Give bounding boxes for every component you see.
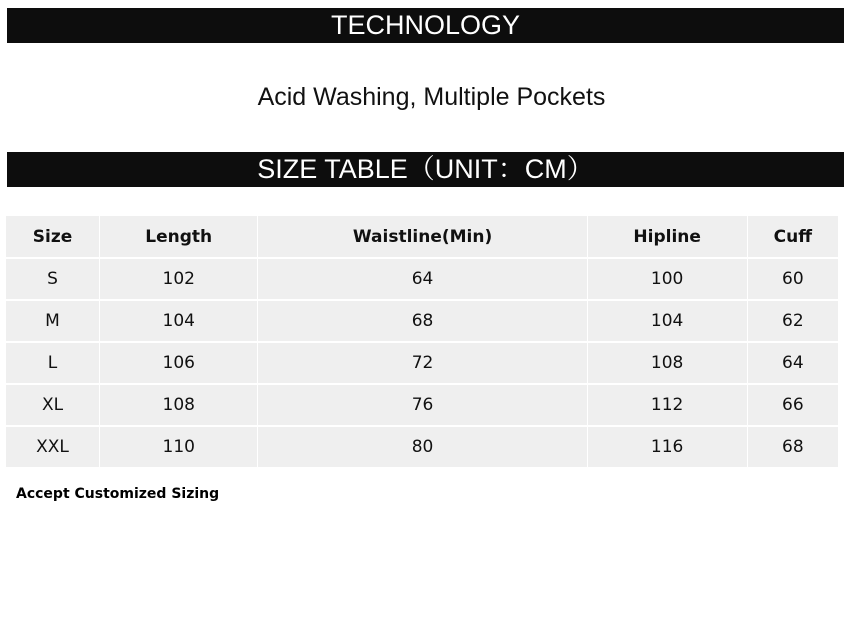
cell-length: 102 <box>100 259 257 299</box>
table-row <box>6 301 838 341</box>
header-length: Length <box>100 216 257 257</box>
cell-hipline: 100 <box>588 259 747 299</box>
cell-size: S <box>6 259 99 299</box>
technology-banner: TECHNOLOGY <box>7 8 844 43</box>
cell-size: M <box>6 301 99 341</box>
cell-waistline: 68 <box>258 301 586 341</box>
cell-waistline: 64 <box>258 259 586 299</box>
cell-length: 108 <box>100 385 257 425</box>
customized-sizing-note: Accept Customized Sizing <box>16 486 220 502</box>
cell-hipline: 116 <box>588 427 747 467</box>
cell-length: 104 <box>100 301 257 341</box>
cell-cuff: 62 <box>748 301 838 341</box>
table-row <box>6 343 838 383</box>
cell-cuff: 60 <box>748 259 838 299</box>
cell-waistline: 72 <box>258 343 586 383</box>
cell-cuff: 68 <box>748 427 838 467</box>
size-table-banner: SIZE TABLE（UNIT：CM） <box>7 152 844 187</box>
cell-length: 106 <box>100 343 257 383</box>
cell-size: XXL <box>6 427 99 467</box>
header-hipline: Hipline <box>588 216 747 257</box>
size-table <box>5 214 839 469</box>
header-cuff: Cuff <box>748 216 838 257</box>
cell-size: L <box>6 343 99 383</box>
table-row <box>6 259 838 299</box>
cell-waistline: 76 <box>258 385 586 425</box>
header-waistline: Waistline(Min) <box>258 216 586 257</box>
cell-cuff: 64 <box>748 343 838 383</box>
cell-hipline: 104 <box>588 301 747 341</box>
technology-description: Acid Washing, Multiple Pockets <box>257 83 606 111</box>
table-row <box>6 427 838 467</box>
cell-size: XL <box>6 385 99 425</box>
cell-waistline: 80 <box>258 427 586 467</box>
table-header-row <box>6 216 838 257</box>
cell-cuff: 66 <box>748 385 838 425</box>
cell-length: 110 <box>100 427 257 467</box>
cell-hipline: 108 <box>588 343 747 383</box>
cell-hipline: 112 <box>588 385 747 425</box>
table-row <box>6 385 838 425</box>
header-size: Size <box>6 216 99 257</box>
